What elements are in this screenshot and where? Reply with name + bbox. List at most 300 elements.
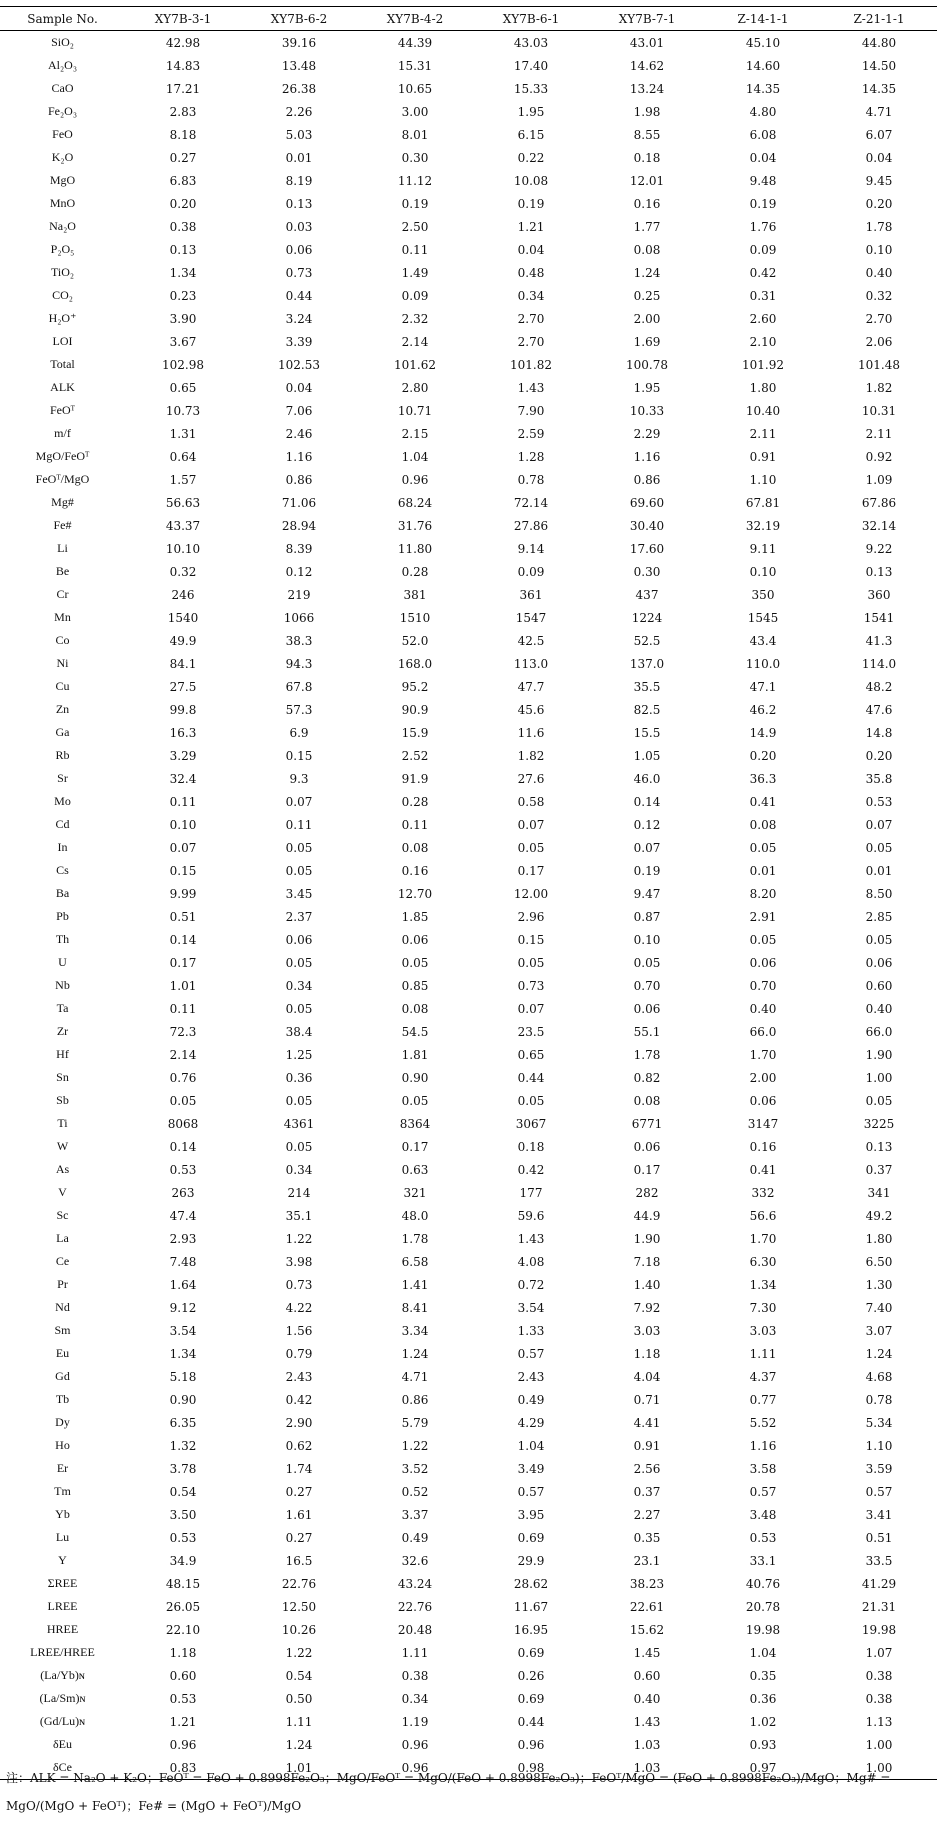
cell-value: 137.0 xyxy=(629,656,665,671)
cell-value: 0.57 xyxy=(517,1484,545,1499)
cell-value: 67.81 xyxy=(745,495,781,510)
table-row xyxy=(0,1089,937,1112)
cell-value: 168.0 xyxy=(397,656,433,671)
cell-value: 0.10 xyxy=(749,564,777,579)
cell-value: 1.80 xyxy=(865,1231,893,1246)
cell-value: 0.34 xyxy=(401,1691,429,1706)
cell-value: 0.12 xyxy=(633,817,661,832)
cell-value: 9.3 xyxy=(289,771,309,786)
row-label: Pr xyxy=(57,1277,68,1291)
cell-value: 14.35 xyxy=(861,81,897,96)
cell-value: 0.17 xyxy=(517,863,545,878)
cell-value: 67.86 xyxy=(861,495,897,510)
table-row xyxy=(0,31,937,55)
cell-value: 2.11 xyxy=(749,426,777,441)
table-row xyxy=(0,100,937,123)
cell-value: 2.91 xyxy=(749,909,777,924)
cell-value: 49.2 xyxy=(865,1208,893,1223)
row-label: Nb xyxy=(55,978,70,992)
row-label: Ho xyxy=(55,1438,70,1452)
cell-value: 35.5 xyxy=(633,679,661,694)
cell-value: 0.04 xyxy=(749,150,777,165)
cell-value: 2.60 xyxy=(749,311,777,326)
cell-value: 3225 xyxy=(863,1116,895,1131)
table-row xyxy=(0,1342,937,1365)
cell-value: 0.86 xyxy=(401,1392,429,1407)
cell-value: 2.06 xyxy=(865,334,893,349)
cell-value: 2.50 xyxy=(401,219,429,234)
row-label: Sb xyxy=(56,1093,69,1107)
cell-value: 47.6 xyxy=(865,702,893,717)
table-row xyxy=(0,1595,937,1618)
cell-value: 0.31 xyxy=(749,288,777,303)
table-row xyxy=(0,1066,937,1089)
cell-value: 1.02 xyxy=(749,1714,777,1729)
cell-value: 8.55 xyxy=(633,127,661,142)
cell-value: 3.95 xyxy=(517,1507,545,1522)
cell-value: 0.12 xyxy=(285,564,313,579)
cell-value: 0.13 xyxy=(865,564,893,579)
cell-value: 2.32 xyxy=(401,311,429,326)
cell-value: 10.40 xyxy=(745,403,781,418)
cell-value: 1.11 xyxy=(749,1346,777,1361)
cell-value: 0.05 xyxy=(633,955,661,970)
table-row xyxy=(0,1135,937,1158)
cell-value: 0.34 xyxy=(285,978,313,993)
cell-value: 38.3 xyxy=(285,633,313,648)
cell-value: 0.69 xyxy=(517,1645,545,1660)
cell-value: 341 xyxy=(867,1185,891,1200)
cell-value: 26.38 xyxy=(281,81,317,96)
cell-value: 0.19 xyxy=(633,863,661,878)
cell-value: 82.5 xyxy=(633,702,661,717)
cell-value: 36.3 xyxy=(749,771,777,786)
cell-value: 2.27 xyxy=(633,1507,661,1522)
row-label: Al₂O₃ xyxy=(47,58,78,72)
cell-value: 3.37 xyxy=(401,1507,429,1522)
cell-value: 102.53 xyxy=(278,357,320,372)
cell-value: 1.30 xyxy=(865,1277,893,1292)
row-label: Lu xyxy=(55,1530,70,1544)
cell-value: 5.34 xyxy=(865,1415,893,1430)
cell-value: 0.70 xyxy=(749,978,777,993)
cell-value: 1.70 xyxy=(749,1047,777,1062)
cell-value: 0.20 xyxy=(865,748,893,763)
cell-value: 8.39 xyxy=(285,541,313,556)
cell-value: 0.82 xyxy=(633,1070,661,1085)
cell-value: 2.80 xyxy=(401,380,429,395)
cell-value: 0.40 xyxy=(633,1691,661,1706)
row-label: Mo xyxy=(54,794,71,808)
cell-value: 2.70 xyxy=(865,311,893,326)
cell-value: 66.0 xyxy=(749,1024,777,1039)
cell-value: 0.35 xyxy=(633,1530,661,1545)
table-note: 注：ALK = Na₂O + K₂O；FeOᵀ = FeO + 0.8998Fe₂O₃；MgO/FeOᵀ = MgO/(FeO + 0.8998Fe₂O₃)；FeOᵀ/MgO = (FeO + 0.8998Fe₂O₃)/MgO；Mg# = MgO/(MgO + FeOᵀ)；Fe# = (MgO + FeOᵀ)/MgO xyxy=(6,1771,891,1813)
cell-value: 84.1 xyxy=(169,656,197,671)
row-label: Cu xyxy=(55,679,70,693)
cell-value: 0.64 xyxy=(169,449,197,464)
cell-value: 35.1 xyxy=(285,1208,313,1223)
table-row xyxy=(0,836,937,859)
cell-value: 9.99 xyxy=(169,886,197,901)
cell-value: 0.05 xyxy=(285,840,313,855)
cell-value: 0.05 xyxy=(285,1093,313,1108)
table-row xyxy=(0,1250,937,1273)
cell-value: 16.5 xyxy=(285,1553,313,1568)
table-row xyxy=(0,652,937,675)
cell-value: 32.6 xyxy=(401,1553,429,1568)
row-label: SiO₂ xyxy=(51,35,74,49)
cell-value: 2.14 xyxy=(401,334,429,349)
cell-value: 9.12 xyxy=(169,1300,197,1315)
row-label: Hf xyxy=(56,1047,69,1061)
cell-value: 14.83 xyxy=(165,58,201,73)
cell-value: 15.33 xyxy=(513,81,549,96)
table-row xyxy=(0,1020,937,1043)
cell-value: 54.5 xyxy=(401,1024,429,1039)
cell-value: 1.81 xyxy=(401,1047,429,1062)
cell-value: 1.01 xyxy=(241,1756,357,1780)
cell-value: 0.07 xyxy=(633,840,661,855)
table-row xyxy=(0,790,937,813)
cell-value: 4.80 xyxy=(749,104,777,119)
cell-value: 17.40 xyxy=(513,58,549,73)
cell-value: 0.16 xyxy=(633,196,661,211)
row-label: δEu xyxy=(53,1737,72,1751)
cell-value: 1.69 xyxy=(633,334,661,349)
cell-value: 0.49 xyxy=(401,1530,429,1545)
cell-value: 43.01 xyxy=(629,35,665,50)
table-row xyxy=(0,215,937,238)
cell-value: 55.1 xyxy=(633,1024,661,1039)
cell-value: 2.46 xyxy=(285,426,313,441)
row-label: V xyxy=(58,1185,67,1199)
cell-value: 35.8 xyxy=(865,771,893,786)
cell-value: 0.96 xyxy=(401,1737,429,1752)
cell-value: 6771 xyxy=(631,1116,663,1131)
cell-value: 0.91 xyxy=(633,1438,661,1453)
cell-value: 8.50 xyxy=(865,886,893,901)
cell-value: 0.78 xyxy=(865,1392,893,1407)
header-sample: XY7B-6-2 xyxy=(241,7,357,31)
cell-value: 1.78 xyxy=(401,1231,429,1246)
cell-value: 46.2 xyxy=(749,702,777,717)
cell-value: 11.6 xyxy=(517,725,545,740)
cell-value: 0.15 xyxy=(169,863,197,878)
cell-value: 0.40 xyxy=(865,265,893,280)
cell-value: 1.43 xyxy=(517,380,545,395)
cell-value: 10.26 xyxy=(281,1622,317,1637)
row-label: FeOᵀ/MgO xyxy=(35,472,90,486)
cell-value: 3.24 xyxy=(285,311,313,326)
cell-value: 0.72 xyxy=(517,1277,545,1292)
cell-value: 9.11 xyxy=(749,541,777,556)
table-row xyxy=(0,721,937,744)
table-row xyxy=(0,54,937,77)
cell-value: 1.78 xyxy=(633,1047,661,1062)
cell-value: 0.05 xyxy=(517,955,545,970)
row-label: Tb xyxy=(55,1392,70,1406)
cell-value: 69.60 xyxy=(629,495,665,510)
cell-value: 4.04 xyxy=(633,1369,661,1384)
cell-value: 43.03 xyxy=(513,35,549,50)
cell-value: 7.06 xyxy=(285,403,313,418)
cell-value: 8.19 xyxy=(285,173,313,188)
cell-value: 66.0 xyxy=(865,1024,893,1039)
cell-value: 0.04 xyxy=(285,380,313,395)
cell-value: 0.98 xyxy=(473,1756,589,1780)
cell-value: 0.69 xyxy=(517,1530,545,1545)
header-sample: XY7B-4-2 xyxy=(357,7,473,31)
cell-value: 48.15 xyxy=(165,1576,201,1591)
cell-value: 40.76 xyxy=(745,1576,781,1591)
cell-value: 56.63 xyxy=(165,495,201,510)
cell-value: 43.37 xyxy=(165,518,201,533)
cell-value: 219 xyxy=(287,587,311,602)
table-row xyxy=(0,353,937,376)
cell-value: 8364 xyxy=(399,1116,431,1131)
cell-value: 1.24 xyxy=(285,1737,313,1752)
cell-value: 56.6 xyxy=(749,1208,777,1223)
cell-value: 0.25 xyxy=(633,288,661,303)
cell-value: 0.03 xyxy=(285,219,313,234)
cell-value: 0.05 xyxy=(285,1139,313,1154)
row-label: δCe xyxy=(0,1756,125,1780)
table-row xyxy=(0,491,937,514)
cell-value: 1.04 xyxy=(401,449,429,464)
row-label: m/f xyxy=(54,426,71,440)
cell-value: 0.96 xyxy=(517,1737,545,1752)
cell-value: 3.54 xyxy=(517,1300,545,1315)
cell-value: 0.44 xyxy=(517,1714,545,1729)
cell-value: 23.5 xyxy=(517,1024,545,1039)
cell-value: 0.05 xyxy=(865,840,893,855)
cell-value: 3.39 xyxy=(285,334,313,349)
cell-value: 15.9 xyxy=(401,725,429,740)
row-label: Er xyxy=(56,1461,69,1475)
cell-value: 0.07 xyxy=(169,840,197,855)
cell-value: 0.19 xyxy=(517,196,545,211)
cell-value: 3.03 xyxy=(633,1323,661,1338)
cell-value: 3.03 xyxy=(749,1323,777,1338)
cell-value: 2.37 xyxy=(285,909,313,924)
cell-value: 0.83 xyxy=(125,1756,241,1780)
cell-value: 0.97 xyxy=(705,1756,821,1780)
row-label: P₂O₅ xyxy=(50,242,75,256)
cell-value: 1.22 xyxy=(401,1438,429,1453)
table-row xyxy=(0,974,937,997)
cell-value: 2.70 xyxy=(517,334,545,349)
row-label: Total xyxy=(50,357,75,371)
row-label: Yb xyxy=(55,1507,70,1521)
cell-value: 0.34 xyxy=(517,288,545,303)
cell-value: 0.87 xyxy=(633,909,661,924)
cell-value: 0.07 xyxy=(865,817,893,832)
cell-value: 44.80 xyxy=(861,35,897,50)
cell-value: 16.3 xyxy=(169,725,197,740)
cell-value: 0.11 xyxy=(169,794,197,809)
cell-value: 381 xyxy=(403,587,427,602)
cell-value: 101.62 xyxy=(394,357,436,372)
cell-value: 91.9 xyxy=(401,771,429,786)
row-label: Rb xyxy=(55,748,70,762)
cell-value: 34.9 xyxy=(169,1553,197,1568)
cell-value: 1545 xyxy=(747,610,779,625)
cell-value: 1.33 xyxy=(517,1323,545,1338)
cell-value: 0.18 xyxy=(633,150,661,165)
cell-value: 361 xyxy=(519,587,543,602)
table-row xyxy=(0,813,937,836)
cell-value: 10.65 xyxy=(397,81,433,96)
cell-value: 0.57 xyxy=(517,1346,545,1361)
cell-value: 42.98 xyxy=(165,35,201,50)
cell-value: 1.16 xyxy=(749,1438,777,1453)
cell-value: 6.30 xyxy=(749,1254,777,1269)
table-row xyxy=(0,422,937,445)
table-row xyxy=(0,859,937,882)
cell-value: 1.28 xyxy=(517,449,545,464)
row-label: W xyxy=(56,1139,69,1153)
cell-value: 0.15 xyxy=(285,748,313,763)
cell-value: 1547 xyxy=(515,610,547,625)
table-row xyxy=(0,284,937,307)
cell-value: 3.59 xyxy=(865,1461,893,1476)
row-label: K₂O xyxy=(51,150,74,164)
cell-value: 0.10 xyxy=(633,932,661,947)
cell-value: 20.48 xyxy=(397,1622,433,1637)
cell-value: 1.80 xyxy=(749,380,777,395)
table-row xyxy=(0,560,937,583)
cell-value: 41.29 xyxy=(861,1576,897,1591)
cell-value: 0.44 xyxy=(285,288,313,303)
cell-value: 1066 xyxy=(283,610,315,625)
cell-value: 437 xyxy=(635,587,659,602)
cell-value: 0.05 xyxy=(401,1093,429,1108)
table-row xyxy=(0,951,937,974)
cell-value: 0.32 xyxy=(865,288,893,303)
cell-value: 1.49 xyxy=(401,265,429,280)
row-label: Co xyxy=(55,633,70,647)
cell-value: 321 xyxy=(403,1185,427,1200)
cell-value: 0.71 xyxy=(633,1392,661,1407)
cell-value: 9.22 xyxy=(865,541,893,556)
cell-value: 2.56 xyxy=(633,1461,661,1476)
cell-value: 0.49 xyxy=(517,1392,545,1407)
cell-value: 9.45 xyxy=(865,173,893,188)
row-label: Th xyxy=(55,932,70,946)
cell-value: 0.06 xyxy=(401,932,429,947)
cell-value: 0.13 xyxy=(865,1139,893,1154)
cell-value: 0.44 xyxy=(517,1070,545,1085)
cell-value: 1.10 xyxy=(749,472,777,487)
cell-value: 14.60 xyxy=(745,58,781,73)
cell-value: 0.26 xyxy=(517,1668,545,1683)
table-row xyxy=(0,767,937,790)
table-row xyxy=(0,1641,937,1664)
cell-value: 2.93 xyxy=(169,1231,197,1246)
cell-value: 0.05 xyxy=(749,840,777,855)
cell-value: 4.29 xyxy=(517,1415,545,1430)
row-label: (La/Sm)ɴ xyxy=(39,1691,86,1705)
cell-value: 332 xyxy=(751,1185,775,1200)
cell-value: 1.34 xyxy=(169,265,197,280)
cell-value: 1.90 xyxy=(633,1231,661,1246)
cell-value: 1.82 xyxy=(517,748,545,763)
row-label: Sm xyxy=(54,1323,71,1337)
row-label: Sc xyxy=(56,1208,69,1222)
cell-value: 5.03 xyxy=(285,127,313,142)
cell-value: 3.07 xyxy=(865,1323,893,1338)
row-label: Cr xyxy=(56,587,69,601)
cell-value: 8.01 xyxy=(401,127,429,142)
cell-value: 0.85 xyxy=(401,978,429,993)
table-row xyxy=(0,1687,937,1710)
cell-value: 0.07 xyxy=(517,1001,545,1016)
row-label: U xyxy=(58,955,67,969)
cell-value: 39.16 xyxy=(281,35,317,50)
cell-value: 1.76 xyxy=(749,219,777,234)
row-label: Pb xyxy=(56,909,69,923)
cell-value: 16.95 xyxy=(513,1622,549,1637)
cell-value: 31.76 xyxy=(397,518,433,533)
row-label: H₂O⁺ xyxy=(48,311,77,325)
cell-value: 0.96 xyxy=(169,1737,197,1752)
cell-value: 1541 xyxy=(863,610,895,625)
cell-value: 0.42 xyxy=(749,265,777,280)
cell-value: 0.51 xyxy=(169,909,197,924)
cell-value: 1.00 xyxy=(821,1756,937,1780)
cell-value: 0.13 xyxy=(285,196,313,211)
cell-value: 1.00 xyxy=(865,1070,893,1085)
cell-value: 6.9 xyxy=(289,725,309,740)
row-label: Eu xyxy=(55,1346,70,1360)
table-row xyxy=(0,445,937,468)
cell-value: 0.07 xyxy=(517,817,545,832)
row-label: Tm xyxy=(54,1484,71,1498)
table-row xyxy=(0,330,937,353)
cell-value: 52.5 xyxy=(633,633,661,648)
cell-value: 1.00 xyxy=(865,1737,893,1752)
cell-value: 44.39 xyxy=(397,35,433,50)
cell-value: 0.30 xyxy=(401,150,429,165)
cell-value: 0.22 xyxy=(517,150,545,165)
row-label: Gd xyxy=(55,1369,70,1383)
cell-value: 38.23 xyxy=(629,1576,665,1591)
row-label: Mg# xyxy=(51,495,74,509)
cell-value: 32.14 xyxy=(861,518,897,533)
cell-value: 0.09 xyxy=(517,564,545,579)
cell-value: 1.40 xyxy=(633,1277,661,1292)
cell-value: 2.83 xyxy=(169,104,197,119)
cell-value: 0.34 xyxy=(285,1162,313,1177)
cell-value: 0.38 xyxy=(169,219,197,234)
table-body xyxy=(0,31,937,1780)
cell-value: 3.90 xyxy=(169,311,197,326)
cell-value: 0.70 xyxy=(633,978,661,993)
cell-value: 47.7 xyxy=(517,679,545,694)
cell-value: 0.05 xyxy=(285,1001,313,1016)
cell-value: 102.98 xyxy=(162,357,204,372)
cell-value: 30.40 xyxy=(629,518,665,533)
cell-value: 7.92 xyxy=(633,1300,661,1315)
cell-value: 0.06 xyxy=(285,242,313,257)
cell-value: 33.1 xyxy=(749,1553,777,1568)
cell-value: 0.60 xyxy=(169,1668,197,1683)
row-label: HREE xyxy=(46,1622,79,1636)
cell-value: 0.86 xyxy=(633,472,661,487)
row-label: ALK xyxy=(50,380,75,394)
cell-value: 0.09 xyxy=(401,288,429,303)
